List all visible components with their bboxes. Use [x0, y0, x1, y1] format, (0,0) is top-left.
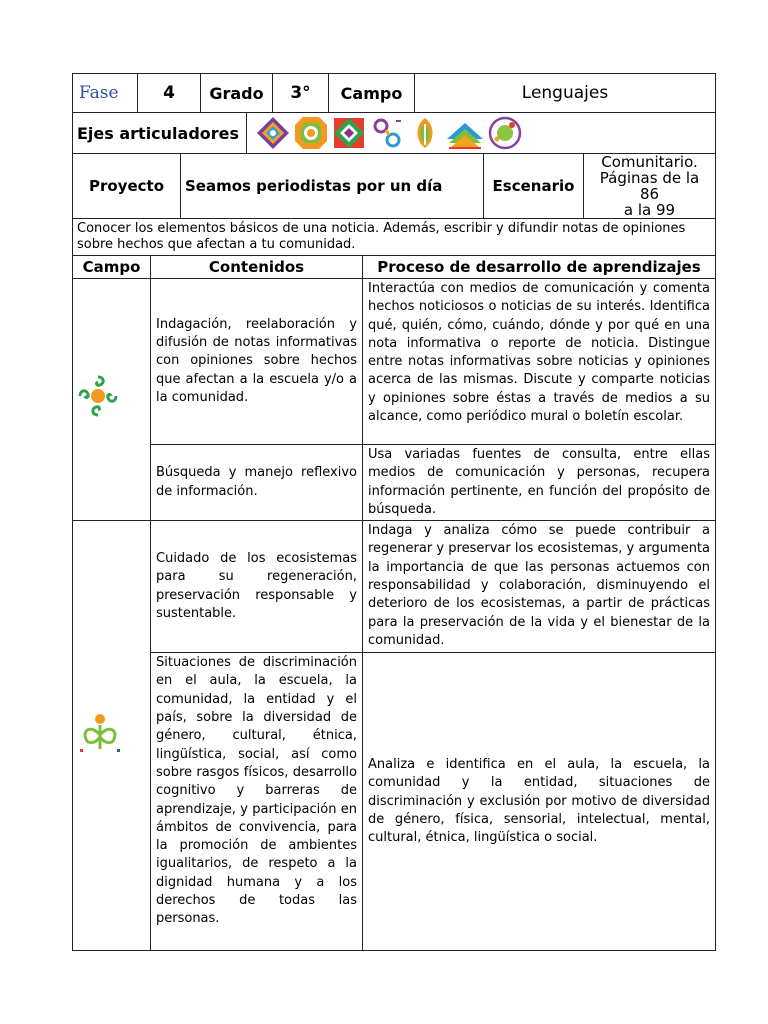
- ejes-table: [72, 112, 716, 154]
- proyecto-table: [72, 153, 716, 219]
- grado-value: 3°: [273, 74, 329, 113]
- pensamiento-critico-icon: [293, 115, 329, 151]
- proyecto-label: Proyecto: [73, 154, 181, 219]
- contenido-3: Cuidado de los ecosistemas para su regeneración, preservación responsable y sustentable.: [151, 521, 363, 653]
- campo-cell-1: [73, 279, 151, 521]
- escenario-line-1: Comunitario.: [601, 153, 698, 171]
- proceso-2: Usa variadas fuentes de consulta, entre ellas medios de comunicación y personas, recupera información pertinente, en función del propósito de búsqueda.: [363, 445, 716, 521]
- ejes-label: Ejes articuladores: [73, 113, 247, 154]
- escenario-line-2: Páginas de la 86: [599, 169, 700, 203]
- project-description: Conocer los elementos básicos de una noticia. Además, escribir y difundir notas de opiniones sobre hechos que afectan a tu comunidad.: [73, 219, 716, 256]
- campo-label: Campo: [329, 74, 415, 113]
- contenido-1: Indagación, reelaboración y difusión de notas informativas con opiniones sobre hechos que afectan a la escuela y/o a la comunidad.: [151, 279, 363, 445]
- proceso-4: Analiza e identifica en el aula, la escuela, la comunidad y la entidad, situaciones de discriminación y exclusión por motivo de diversidad de género, física, sensorial, intelectual, mental, cultural, étnica, lingüística o social.: [363, 653, 716, 951]
- proceso-3: Indaga y analiza cómo se puede contribuir a regenerar y preservar los ecosistemas, y argumenta la importancia de que las personas actuemos con responsabilidad y colaboración, disminuyendo el deterioro de los ecosistemas, a partir de prácticas para la preservación de la vida y el bienestar de la comunidad.: [363, 521, 716, 653]
- proyecto-value: Seamos periodistas por un día: [181, 154, 484, 219]
- header-table: [72, 73, 716, 113]
- etica-naturaleza-icon: [78, 711, 122, 755]
- artes-icon: [487, 115, 523, 151]
- fase-value: 4: [138, 74, 201, 113]
- campo-value: Lenguajes: [415, 74, 716, 113]
- proceso-1: Interactúa con medios de comunicación y comenta hechos noticiosos o noticias de su interés. Identifica qué, quién, cómo, cuándo, dónde y por qué en una nota informativa o reporte de noticia. Distingue entre notas informativas sobre noticias y opiniones acerca de las mismas. Discute y comparte noticias y opiniones sobre éstas a través de medios a su alcance, como periódico mural o boletín escolar.: [363, 279, 716, 445]
- grado-label: Grado: [201, 74, 273, 113]
- vida-saludable-icon: [407, 115, 443, 151]
- col-header-contenidos: Contenidos: [151, 256, 363, 279]
- campo-cell-2: [73, 521, 151, 951]
- interculturalidad-icon: [331, 115, 367, 151]
- escenario-value: [584, 154, 716, 219]
- ejes-icons-cell: [247, 113, 716, 154]
- saberes-comunidad-icon: [78, 374, 118, 418]
- lectura-escritura-icon: [445, 115, 485, 151]
- col-header-proceso: Proceso de desarrollo de aprendizajes: [363, 256, 716, 279]
- content-table: [72, 218, 716, 951]
- contenido-4: Situaciones de discriminación en el aula, la escuela, la comunidad, la entidad y el país, sobre la diversidad de género, cultural, étnica, lingüística, social, así como sobre rasgos físicos, desarrollo cognitivo y barreras de aprendizaje, y participación en ámbitos de convivencia, para la promoción de ambientes igualitarios, de respeto a la dignidad humana y a los derechos de todas las personas.: [151, 653, 363, 951]
- fase-label: Fase: [73, 74, 138, 113]
- escenario-line-3: a la 99: [623, 201, 676, 219]
- inclusion-icon: [255, 115, 291, 151]
- col-header-campo: Campo: [73, 256, 151, 279]
- contenido-2: Búsqueda y manejo reflexivo de información.: [151, 445, 363, 521]
- igualdad-genero-icon: [369, 115, 405, 151]
- escenario-label: Escenario: [484, 154, 584, 219]
- document-page: [72, 73, 716, 951]
